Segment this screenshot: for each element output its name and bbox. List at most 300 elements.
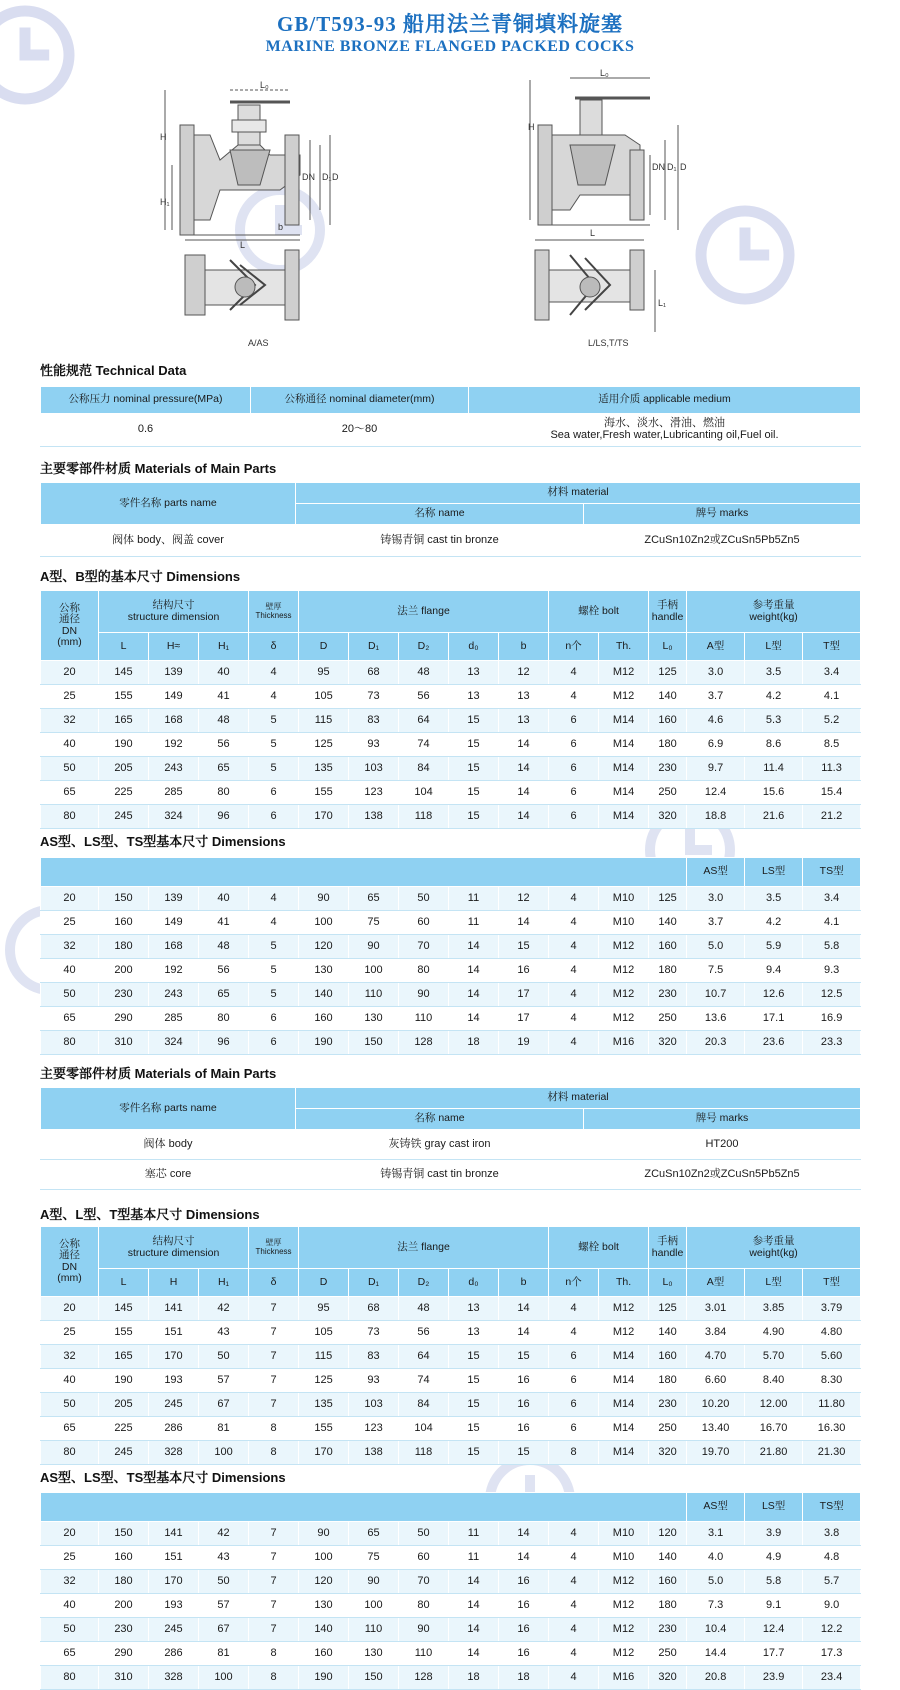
table-cell: 50 <box>41 757 99 781</box>
table-cell: M16 <box>599 1031 649 1055</box>
table-cell: 80 <box>41 805 99 829</box>
table-cell: 8.30 <box>803 1369 861 1393</box>
table-cell: M14 <box>599 709 649 733</box>
table-cell: 3.1 <box>687 1522 745 1546</box>
table-cell: 40 <box>41 733 99 757</box>
table-cell: 145 <box>99 661 149 685</box>
table-cell: 65 <box>199 983 249 1007</box>
header-cell: TS型 <box>803 858 861 887</box>
table-cell: 17 <box>499 983 549 1007</box>
table-cell: 16.9 <box>803 1007 861 1031</box>
header-cell: D₁ <box>349 1269 399 1297</box>
table-cell: 5.8 <box>745 1570 803 1594</box>
table-cell: 15 <box>449 781 499 805</box>
table-cell: 100 <box>199 1666 249 1690</box>
table-cell: 23.3 <box>803 1031 861 1055</box>
table-cell: 8.5 <box>803 733 861 757</box>
table-cell: 103 <box>349 1393 399 1417</box>
table-cell: 17.3 <box>803 1642 861 1666</box>
table-cell: 81 <box>199 1642 249 1666</box>
table-cell: 4.9 <box>745 1546 803 1570</box>
table-cell: 6 <box>249 781 299 805</box>
table-cell: 56 <box>199 959 249 983</box>
page-title-en: MARINE BRONZE FLANGED PACKED COCKS <box>265 38 635 55</box>
table-cell: 13 <box>499 709 549 733</box>
header-cell: T型 <box>803 633 861 661</box>
table-cell: 230 <box>649 757 687 781</box>
table-cell: 7 <box>249 1570 299 1594</box>
table-cell: 6 <box>549 781 599 805</box>
table-cell: 84 <box>399 757 449 781</box>
table-cell: 138 <box>349 805 399 829</box>
table-cell: 25 <box>41 1321 99 1345</box>
header-cell: Th. <box>599 1269 649 1297</box>
table-cell: 65 <box>199 757 249 781</box>
table-cell: 170 <box>299 1441 349 1465</box>
table-cell: 14 <box>449 1594 499 1618</box>
section-title-dims-4: AS型、LS型、TS型基本尺寸 Dimensions <box>40 1470 286 1485</box>
table-cell: 4 <box>549 1031 599 1055</box>
header-cell: LS型 <box>745 1493 803 1522</box>
table-cell: 250 <box>649 1642 687 1666</box>
table-cell: 14 <box>449 983 499 1007</box>
table-cell: 32 <box>41 709 99 733</box>
table-cell: 13 <box>449 1321 499 1345</box>
header-cell: 零件名称 parts name <box>41 483 296 525</box>
table-cell: 8.6 <box>745 733 803 757</box>
table-cell: 3.9 <box>745 1522 803 1546</box>
table-cell: 16 <box>499 1594 549 1618</box>
table-cell: 4.8 <box>803 1546 861 1570</box>
table-cell: 205 <box>99 1393 149 1417</box>
table-cell: 118 <box>399 805 449 829</box>
table-cell: 150 <box>99 887 149 911</box>
materials-table-2 <box>40 1087 861 1190</box>
table-cell: 123 <box>349 1417 399 1441</box>
table-cell: 250 <box>649 1417 687 1441</box>
header-cell: 适用介质 applicable medium <box>469 387 861 414</box>
table-cell: 150 <box>349 1031 399 1055</box>
table-cell: 328 <box>149 1666 199 1690</box>
table-cell: M10 <box>599 911 649 935</box>
table-cell: 180 <box>649 733 687 757</box>
table-cell: 60 <box>399 911 449 935</box>
table-cell: 128 <box>399 1666 449 1690</box>
table-cell: M14 <box>599 757 649 781</box>
table-cell: M12 <box>599 661 649 685</box>
header-cell: n个 <box>549 1269 599 1297</box>
table-cell: 8 <box>249 1441 299 1465</box>
table-cell: M14 <box>599 1441 649 1465</box>
table-cell: 9.0 <box>803 1594 861 1618</box>
table-cell: 9.3 <box>803 959 861 983</box>
table-row <box>41 1393 861 1417</box>
table-cell: 74 <box>399 1369 449 1393</box>
table-cell: 16 <box>499 1642 549 1666</box>
drawing-type-l-t <box>530 70 730 340</box>
table-cell: M14 <box>599 1393 649 1417</box>
header-dn: 公称 通径 DN (mm) <box>41 1227 99 1297</box>
table-row <box>41 1570 861 1594</box>
section-title-dims-2: AS型、LS型、TS型基本尺寸 Dimensions <box>40 834 286 849</box>
table-cell: 193 <box>149 1594 199 1618</box>
header-cell: 公称通径 nominal diameter(mm) <box>251 387 469 414</box>
header-cell: TS型 <box>803 1493 861 1522</box>
table-cell: 12.5 <box>803 983 861 1007</box>
table-cell: 铸锡青铜 cast tin bronze <box>296 1160 584 1190</box>
table-cell: 5.7 <box>803 1570 861 1594</box>
table-cell: 50 <box>41 1393 99 1417</box>
header-cell: d₀ <box>449 1269 499 1297</box>
table-cell: 13 <box>449 661 499 685</box>
table-row <box>41 781 861 805</box>
table-cell: M12 <box>599 685 649 709</box>
table-cell: 310 <box>99 1031 149 1055</box>
svg-text:L₀: L₀ <box>600 68 609 78</box>
table-cell: 塞芯 core <box>41 1160 296 1190</box>
table-cell: 50 <box>399 887 449 911</box>
table-cell: 324 <box>149 1031 199 1055</box>
table-cell: 15 <box>449 709 499 733</box>
table-cell: 140 <box>649 1321 687 1345</box>
table-cell: 4 <box>549 1570 599 1594</box>
table-cell: 130 <box>349 1642 399 1666</box>
table-cell: 165 <box>99 709 149 733</box>
table-row <box>41 661 861 685</box>
table-cell: 135 <box>299 757 349 781</box>
table-cell: 5.70 <box>745 1345 803 1369</box>
table-cell: 67 <box>199 1393 249 1417</box>
table-cell: 140 <box>299 983 349 1007</box>
table-cell: 15.4 <box>803 781 861 805</box>
table-cell: 11.80 <box>803 1393 861 1417</box>
table-cell: 140 <box>649 911 687 935</box>
table-cell: 23.4 <box>803 1666 861 1690</box>
table-cell: 48 <box>199 935 249 959</box>
table-cell: 15 <box>449 1417 499 1441</box>
table-cell: 48 <box>399 1297 449 1321</box>
table-cell: 14 <box>449 1007 499 1031</box>
header-cell: A型 <box>687 633 745 661</box>
table-cell: 205 <box>99 757 149 781</box>
table-cell: M14 <box>599 1417 649 1441</box>
table-cell: 12 <box>499 887 549 911</box>
table-cell: 90 <box>299 1522 349 1546</box>
table-cell: 6 <box>549 1393 599 1417</box>
table-cell: 3.0 <box>687 661 745 685</box>
table-cell: 4 <box>249 685 299 709</box>
table-cell: 64 <box>399 1345 449 1369</box>
table-cell: M10 <box>599 887 649 911</box>
table-cell: 160 <box>649 709 687 733</box>
table-cell: 15 <box>499 1345 549 1369</box>
header-cell: 名称 name <box>296 1109 584 1130</box>
table-cell: 320 <box>649 805 687 829</box>
table-cell: 14 <box>499 1297 549 1321</box>
table-cell: 4 <box>549 959 599 983</box>
table-row <box>41 733 861 757</box>
table-cell: 95 <box>299 661 349 685</box>
table-cell: 286 <box>149 1417 199 1441</box>
table-cell: 6 <box>549 1345 599 1369</box>
table-cell: 90 <box>399 983 449 1007</box>
table-cell: 125 <box>299 1369 349 1393</box>
table-cell: 5 <box>249 959 299 983</box>
table-cell: 104 <box>399 781 449 805</box>
table-cell: 230 <box>99 1618 149 1642</box>
table-cell: 14 <box>499 1321 549 1345</box>
header-cell: LS型 <box>745 858 803 887</box>
table-cell: 9.4 <box>745 959 803 983</box>
table-cell: 180 <box>99 935 149 959</box>
table-cell: 13 <box>449 1297 499 1321</box>
table-cell: 96 <box>199 805 249 829</box>
table-cell: 12.00 <box>745 1393 803 1417</box>
table-cell: 4.90 <box>745 1321 803 1345</box>
table-cell: 141 <box>149 1522 199 1546</box>
table-row <box>41 685 861 709</box>
table-cell: 115 <box>299 709 349 733</box>
table-row <box>41 983 861 1007</box>
table-cell: 13 <box>499 685 549 709</box>
table-cell: 6.9 <box>687 733 745 757</box>
table-cell: 5 <box>249 709 299 733</box>
table-cell: 139 <box>149 661 199 685</box>
header-cell: δ <box>249 633 299 661</box>
table-cell: 5 <box>249 757 299 781</box>
table-cell: 6 <box>249 805 299 829</box>
table-cell: M12 <box>599 1297 649 1321</box>
table-cell: 118 <box>399 1441 449 1465</box>
header-cell: L <box>99 633 149 661</box>
table-cell: 4.80 <box>803 1321 861 1345</box>
table-cell: 190 <box>99 733 149 757</box>
table-cell: 21.6 <box>745 805 803 829</box>
svg-text:DN: DN <box>652 162 665 172</box>
table-cell: 4 <box>549 911 599 935</box>
table-cell: 65 <box>41 1417 99 1441</box>
table-row <box>41 1666 861 1690</box>
table-cell: 14 <box>499 1546 549 1570</box>
table-cell: 18 <box>499 1666 549 1690</box>
table-cell: 190 <box>299 1666 349 1690</box>
table-cell: 4.70 <box>687 1345 745 1369</box>
table-cell: 19.70 <box>687 1441 745 1465</box>
table-cell: 12.6 <box>745 983 803 1007</box>
table-cell: 168 <box>149 709 199 733</box>
header-cell: 牌号 marks <box>584 1109 861 1130</box>
header-bolt: 螺栓 bolt <box>549 1227 649 1269</box>
table-cell: 120 <box>299 1570 349 1594</box>
table-cell: 90 <box>349 1570 399 1594</box>
table-cell <box>469 414 861 447</box>
table-cell: 20.8 <box>687 1666 745 1690</box>
table-cell: 4 <box>249 661 299 685</box>
table-cell: 4 <box>249 911 299 935</box>
table-cell: 100 <box>199 1441 249 1465</box>
table-cell: 5.9 <box>745 935 803 959</box>
table-cell: 50 <box>199 1570 249 1594</box>
table-cell: 15 <box>449 805 499 829</box>
table-cell: 11.3 <box>803 757 861 781</box>
table-cell: 6 <box>549 805 599 829</box>
table-cell: 17.7 <box>745 1642 803 1666</box>
table-cell: 139 <box>149 887 199 911</box>
table-cell: 100 <box>349 1594 399 1618</box>
table-cell: 7 <box>249 1522 299 1546</box>
header-cell: 公称压力 nominal pressure(MPa) <box>41 387 251 414</box>
table-cell: 20 <box>41 1522 99 1546</box>
table-cell: 168 <box>149 935 199 959</box>
table-cell: 15.6 <box>745 781 803 805</box>
svg-text:L: L <box>590 228 596 238</box>
table-cell: 125 <box>649 1297 687 1321</box>
table-cell: 4 <box>549 983 599 1007</box>
table-cell: 13.40 <box>687 1417 745 1441</box>
table-cell: 16 <box>499 1570 549 1594</box>
table-cell: 4 <box>549 1546 599 1570</box>
table-row <box>41 1007 861 1031</box>
table-cell: 93 <box>349 733 399 757</box>
table-cell: 5.60 <box>803 1345 861 1369</box>
header-cell: Th. <box>599 633 649 661</box>
header-cell: T型 <box>803 1269 861 1297</box>
table-cell: 3.7 <box>687 685 745 709</box>
table-cell: M12 <box>599 983 649 1007</box>
table-cell: 20 <box>41 661 99 685</box>
table-cell: 90 <box>349 935 399 959</box>
section-title-materials-2: 主要零部件材质 Materials of Main Parts <box>40 1066 277 1081</box>
table-row <box>41 1618 861 1642</box>
table-cell: 48 <box>399 661 449 685</box>
table-cell: 0.6 <box>41 414 251 447</box>
header-bolt: 螺栓 bolt <box>549 591 649 633</box>
table-cell: 16 <box>499 1417 549 1441</box>
table-cell: 90 <box>399 1618 449 1642</box>
table-cell: 15 <box>449 1393 499 1417</box>
table-cell: 3.85 <box>745 1297 803 1321</box>
table-cell: 190 <box>299 1031 349 1055</box>
table-cell: 14 <box>449 1618 499 1642</box>
table-cell: 128 <box>399 1031 449 1055</box>
table-cell: 145 <box>99 1297 149 1321</box>
table-cell: 230 <box>649 1618 687 1642</box>
table-cell: 18.8 <box>687 805 745 829</box>
table-cell: ZCuSn10Zn2或ZCuSn5Pb5Zn5 <box>584 525 861 557</box>
table-cell: 285 <box>149 1007 199 1031</box>
header-structure: 结构尺寸 structure dimension <box>99 1227 249 1269</box>
table-cell: 56 <box>399 685 449 709</box>
table-cell: 4 <box>549 661 599 685</box>
table-cell: 20～80 <box>251 414 469 447</box>
table-cell: 125 <box>299 733 349 757</box>
table-cell: 7 <box>249 1369 299 1393</box>
table-cell: 14 <box>499 733 549 757</box>
table-cell: 4 <box>249 887 299 911</box>
table-cell: M12 <box>599 959 649 983</box>
table-cell: 3.5 <box>745 887 803 911</box>
table-cell: 4 <box>549 1522 599 1546</box>
table-cell: 170 <box>149 1345 199 1369</box>
table-cell: 245 <box>99 805 149 829</box>
table-cell: 225 <box>99 1417 149 1441</box>
header-cell: AS型 <box>687 858 745 887</box>
table-cell: 138 <box>349 1441 399 1465</box>
table-cell: 320 <box>649 1031 687 1055</box>
table-cell: 14 <box>449 1570 499 1594</box>
table-row <box>41 1417 861 1441</box>
dimensions-table-3 <box>40 1226 861 1465</box>
table-cell: 14.4 <box>687 1642 745 1666</box>
table-cell: 17.1 <box>745 1007 803 1031</box>
table-cell: 15 <box>449 1369 499 1393</box>
header-cell: AS型 <box>687 1493 745 1522</box>
table-cell: 75 <box>349 911 399 935</box>
table-cell: 5.3 <box>745 709 803 733</box>
table-cell: 41 <box>199 685 249 709</box>
table-cell: 7 <box>249 1393 299 1417</box>
table-cell: M12 <box>599 1321 649 1345</box>
table-cell: 21.2 <box>803 805 861 829</box>
table-cell: 90 <box>299 887 349 911</box>
table-cell: 14 <box>499 757 549 781</box>
table-cell: 57 <box>199 1369 249 1393</box>
table-cell: 155 <box>99 1321 149 1345</box>
svg-text:D: D <box>680 162 687 172</box>
table-cell: 4 <box>549 1666 599 1690</box>
table-cell: 40 <box>41 1369 99 1393</box>
header-cell: D <box>299 633 349 661</box>
table-cell: 80 <box>41 1031 99 1055</box>
table-cell: 57 <box>199 1594 249 1618</box>
table-cell: 7 <box>249 1321 299 1345</box>
table-cell: M12 <box>599 1007 649 1031</box>
figure-label-l-t: L/LS,T/TS <box>588 338 629 348</box>
table-cell: 130 <box>349 1007 399 1031</box>
table-cell: 105 <box>299 685 349 709</box>
table-cell: 43 <box>199 1546 249 1570</box>
table-cell: 9.1 <box>745 1594 803 1618</box>
table-cell: 68 <box>349 661 399 685</box>
table-cell: 110 <box>399 1007 449 1031</box>
table-cell: 15 <box>449 1441 499 1465</box>
header-handle: 手柄 handle <box>649 1227 687 1269</box>
table-cell: 6.60 <box>687 1369 745 1393</box>
table-cell: 15 <box>449 1345 499 1369</box>
table-cell: 15 <box>449 733 499 757</box>
table-cell: 7 <box>249 1546 299 1570</box>
table-cell: 60 <box>399 1546 449 1570</box>
table-cell: 160 <box>649 935 687 959</box>
table-cell: 5.8 <box>803 935 861 959</box>
table-cell: 73 <box>349 685 399 709</box>
table-cell: M14 <box>599 781 649 805</box>
table-cell: 50 <box>41 983 99 1007</box>
table-cell: 120 <box>299 935 349 959</box>
table-cell: M14 <box>599 1369 649 1393</box>
table-row <box>41 805 861 829</box>
table-cell: 4.6 <box>687 709 745 733</box>
table-cell: 56 <box>199 733 249 757</box>
table-row <box>41 757 861 781</box>
header-cell: δ <box>249 1269 299 1297</box>
table-cell: 25 <box>41 685 99 709</box>
table-cell: 7.5 <box>687 959 745 983</box>
table-cell: 14 <box>449 1642 499 1666</box>
table-cell: 43 <box>199 1321 249 1345</box>
header-cell: L型 <box>745 1269 803 1297</box>
table-cell: 铸锡青铜 cast tin bronze <box>296 525 584 557</box>
